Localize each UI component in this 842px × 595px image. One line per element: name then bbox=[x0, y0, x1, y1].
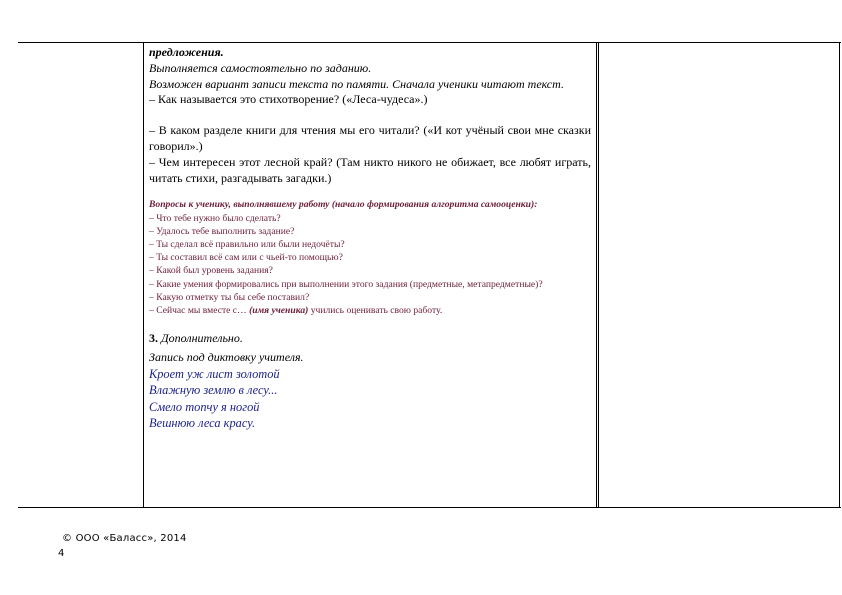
student-name-placeholder: (имя ученика) bbox=[249, 305, 309, 316]
question-item: – Какую отметку ты бы себе поставил? bbox=[149, 291, 310, 303]
question-text: – Сейчас мы вместе с… bbox=[149, 305, 250, 316]
question-item: – Ты сделал всё правильно или были недочёты? bbox=[149, 238, 345, 250]
question-text: учились оценивать свою работу. bbox=[308, 305, 443, 316]
text-line: – В каком разделе книги для чтения мы его читали? («И кот учёный свои мне сказки говорил».) bbox=[149, 123, 591, 153]
lesson-table bbox=[18, 42, 841, 508]
column-divider bbox=[143, 43, 144, 507]
question-item: – Ты составил всё сам или с чьей-то помощью? bbox=[149, 252, 343, 264]
question-item bbox=[149, 304, 591, 317]
questions-heading: Вопросы к ученику, выполнявшему работу (начало формирования алгоритма самооценки): bbox=[149, 199, 538, 211]
poem-line: Смело топчу я ногой bbox=[149, 399, 260, 414]
column-divider bbox=[839, 43, 840, 507]
page-number: 4 bbox=[58, 548, 65, 559]
question-item: – Удалось тебе выполнить задание? bbox=[149, 225, 295, 237]
poem-line: Кроет уж лист золотой bbox=[149, 366, 280, 381]
teacher-actions-cell bbox=[149, 45, 591, 431]
text-line: – Чем интересен этот лесной край? (Там никто никого не обижает, все любят играть, читать стихи, разгадывать загадки.) bbox=[149, 154, 591, 185]
self-assessment-questions bbox=[149, 198, 591, 317]
text-line: предложения. bbox=[149, 45, 224, 59]
text-line: – Как называется это стихотворение? («Леса-чудеса».) bbox=[149, 92, 428, 107]
poem-line: Вешнюю леса красу. bbox=[149, 416, 256, 431]
section-subtitle: Запись под диктовку учителя. bbox=[149, 350, 304, 364]
poem-line: Влажную землю в лесу... bbox=[149, 383, 278, 398]
question-item: – Какие умения формировались при выполнении этого задания (предметные, метапредметные)? bbox=[149, 278, 543, 290]
section-heading bbox=[149, 331, 591, 347]
footer-copyright: © ООО «Баласс», 2014 bbox=[62, 533, 187, 544]
section-number: 3. bbox=[149, 331, 158, 346]
dictation-poem bbox=[149, 366, 591, 432]
question-item: – Что тебе нужно было сделать? bbox=[149, 212, 281, 224]
column-divider bbox=[596, 43, 597, 507]
text-line: Возможен вариант записи текста по памяти. Сначала ученики читают текст. bbox=[149, 76, 564, 91]
column-divider bbox=[598, 43, 599, 507]
question-item: – Какой был уровень задания? bbox=[149, 265, 273, 277]
section-title: Дополнительно. bbox=[158, 331, 243, 346]
text-line: Выполняется самостоятельно по заданию. bbox=[149, 60, 372, 75]
